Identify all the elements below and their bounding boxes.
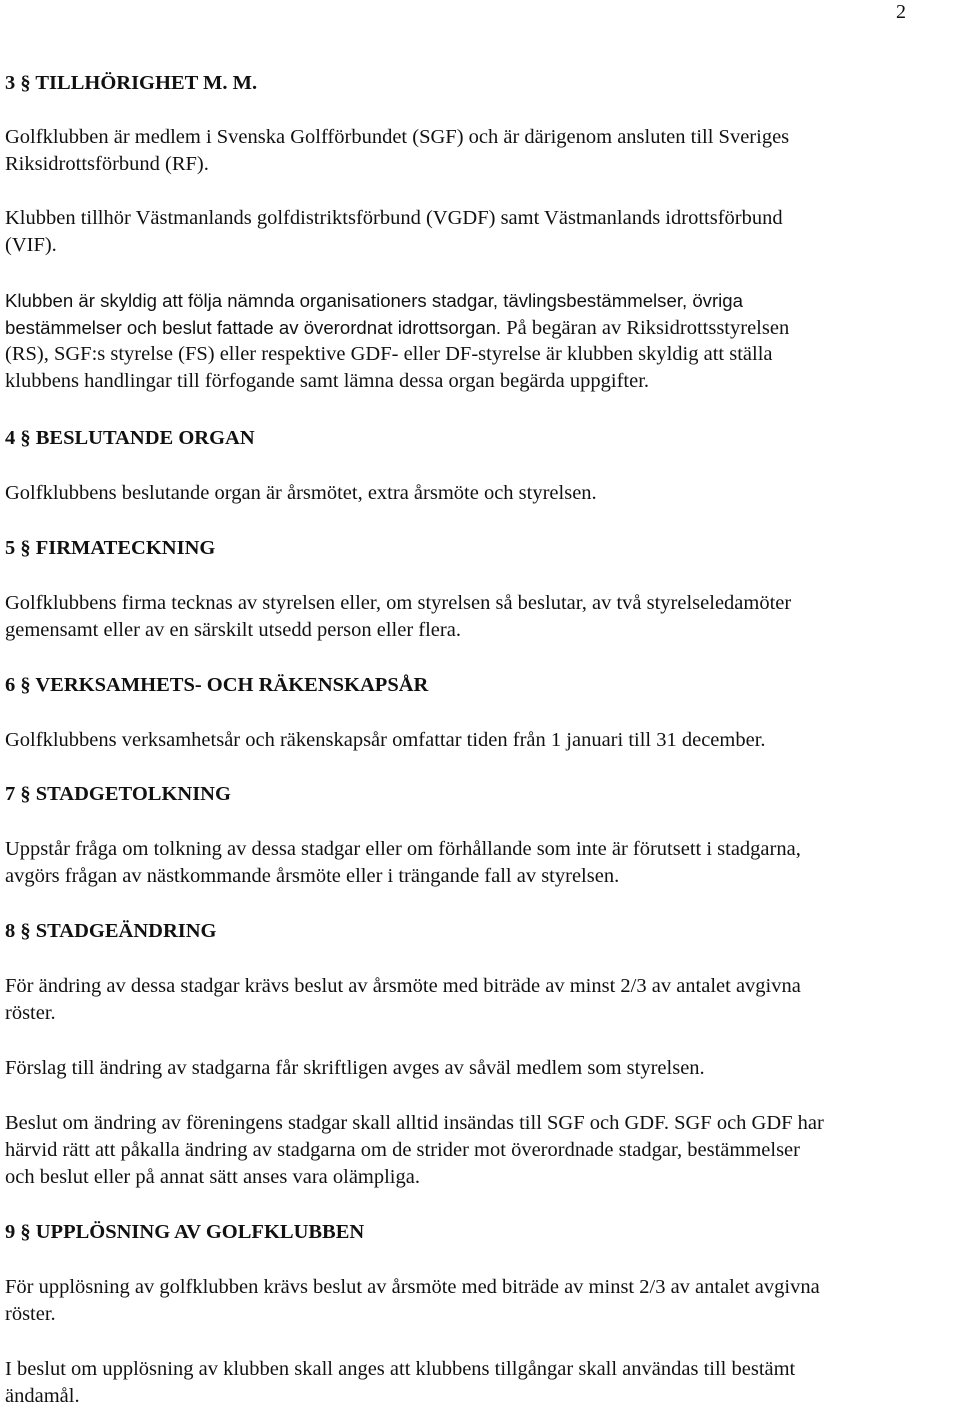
section-7-heading: 7 § STADGETOLKNING <box>5 783 231 805</box>
text-line: avgörs frågan av nästkommande årsmöte eller i trängande fall av styrelsen. <box>5 865 620 887</box>
text-line-mixed <box>5 314 960 341</box>
text-line: ändamål. <box>5 1385 80 1407</box>
text-line: Golfklubbens beslutande organ är årsmötet, extra årsmöte och styrelsen. <box>5 482 597 504</box>
text-line: (VIF). <box>5 234 57 256</box>
section-9-paragraph-1 <box>5 1274 960 1328</box>
text-line: Golfklubbens verksamhetsår och räkenskapsår omfattar tiden från 1 januari till 31 december. <box>5 729 766 751</box>
text-line: (RS), SGF:s styrelse (FS) eller respektive GDF- eller DF-styrelse är klubben skyldig att ställa <box>5 343 773 365</box>
text-line: Klubben tillhör Västmanlands golfdistriktsförbund (VGDF) samt Västmanlands idrottsförbund <box>5 207 783 229</box>
section-7-paragraph-1 <box>5 836 960 890</box>
section-5-paragraph-1 <box>5 590 960 644</box>
section-4-heading: 4 § BESLUTANDE ORGAN <box>5 427 255 449</box>
text-line: gemensamt eller av en särskilt utsedd person eller flera. <box>5 619 461 641</box>
text-line: klubbens handlingar till förfogande samt lämna dessa organ begärda uppgifter. <box>5 370 650 392</box>
text-line: Uppstår fråga om tolkning av dessa stadgar eller om förhållande som inte är förutsett i stadgarna, <box>5 838 801 860</box>
text-line: röster. <box>5 1303 56 1325</box>
text-line: Golfklubben är medlem i Svenska Golfförbundet (SGF) och är därigenom ansluten till Sveriges <box>5 126 790 148</box>
text-segment: bestämmelser och beslut fattade av överordnat idrottsorgan. <box>5 317 502 338</box>
section-9-heading: 9 § UPPLÖSNING AV GOLFKLUBBEN <box>5 1221 365 1243</box>
section-9-paragraph-2 <box>5 1356 960 1410</box>
section-4-paragraph-1 <box>5 480 960 507</box>
text-line: I beslut om upplösning av klubben skall anges att klubbens tillgångar skall användas till bestämt <box>5 1358 796 1380</box>
section-3-heading: 3 § TILLHÖRIGHET M. M. <box>5 72 258 94</box>
section-8-paragraph-2 <box>5 1055 960 1082</box>
text-line: För ändring av dessa stadgar krävs beslut av årsmöte med biträde av minst 2/3 av antalet avgivna <box>5 975 801 997</box>
section-3-paragraph-2 <box>5 205 960 259</box>
section-8-heading: 8 § STADGEÄNDRING <box>5 920 217 942</box>
text-line: Golfklubbens firma tecknas av styrelsen eller, om styrelsen så beslutar, av två styrelseledamöter <box>5 592 792 614</box>
text-line: Riksidrottsförbund (RF). <box>5 153 209 175</box>
text-line: och beslut eller på annat sätt anses vara olämpliga. <box>5 1166 420 1188</box>
section-8-paragraph-1 <box>5 973 960 1027</box>
section-3-paragraph-1 <box>5 124 960 178</box>
text-line: För upplösning av golfklubben krävs beslut av årsmöte med biträde av minst 2/3 av antalet avgivna <box>5 1276 820 1298</box>
section-3-paragraph-3 <box>5 287 960 395</box>
text-line: röster. <box>5 1002 56 1024</box>
section-6-paragraph-1 <box>5 727 960 754</box>
section-5-heading: 5 § FIRMATECKNING <box>5 537 216 559</box>
text-line: härvid rätt att påkalla ändring av stadgarna om de strider mot överordnade stadgar, bestämmelser <box>5 1139 800 1161</box>
page-number: 2 <box>896 1 906 23</box>
text-line: Förslag till ändring av stadgarna får skriftligen avges av såväl medlem som styrelsen. <box>5 1057 705 1079</box>
section-8-paragraph-3 <box>5 1110 960 1191</box>
section-6-heading: 6 § VERKSAMHETS- OCH RÄKENSKAPSÅR <box>5 674 429 696</box>
text-line: Klubben är skyldig att följa nämnda organisationers stadgar, tävlingsbestämmelser, övriga <box>5 290 743 311</box>
text-line: Beslut om ändring av föreningens stadgar skall alltid insändas till SGF och GDF. SGF och GDF har <box>5 1112 824 1134</box>
text-segment: På begäran av Riksidrottsstyrelsen <box>501 317 790 339</box>
